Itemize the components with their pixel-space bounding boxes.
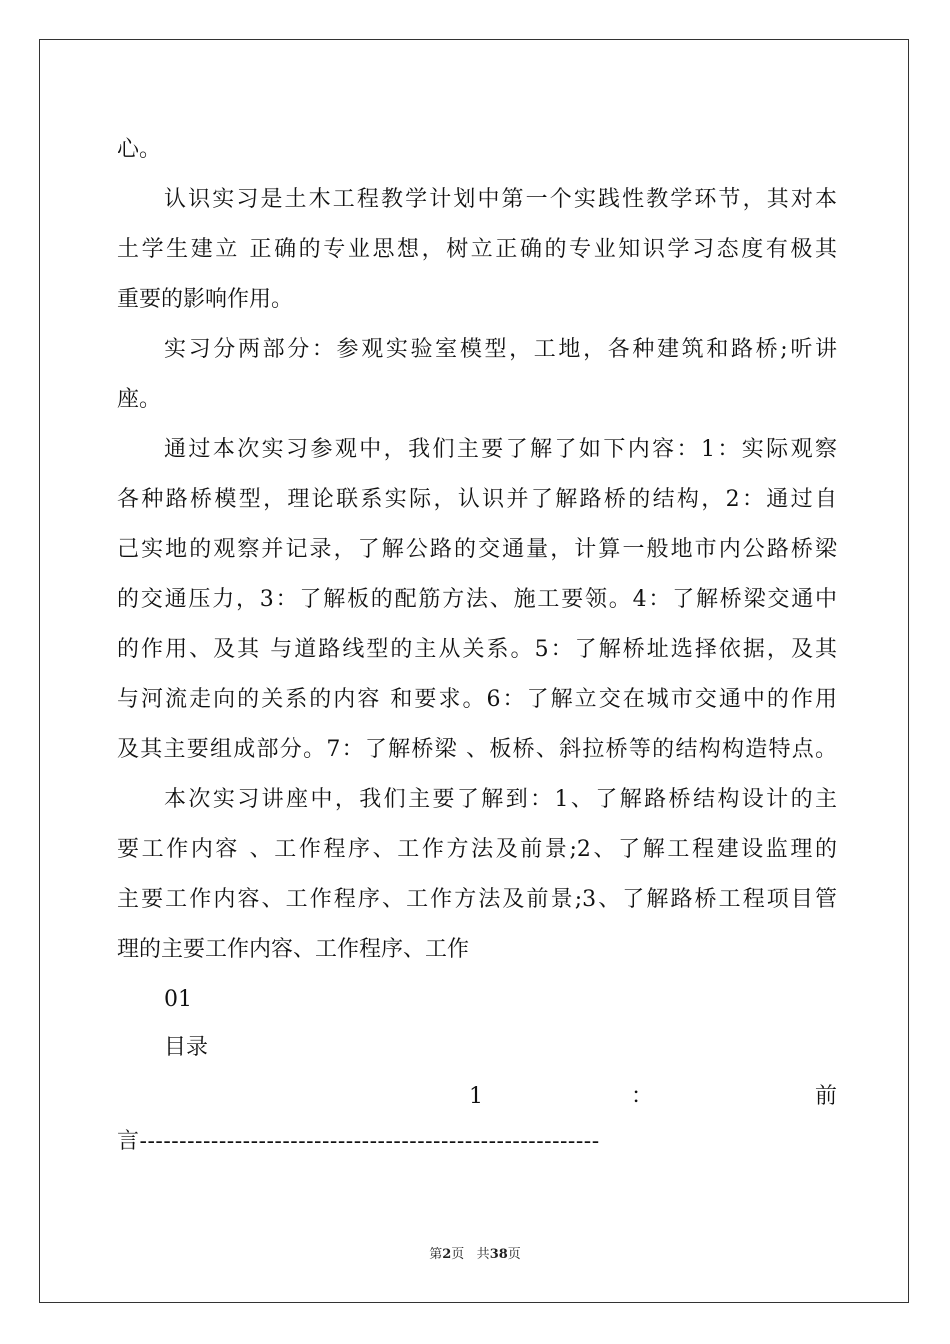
footer-total-unit: 页	[507, 1247, 521, 1262]
text-line: 心。	[117, 137, 162, 162]
toc-leader-dashes: ----------------------------------------------------------	[139, 1129, 600, 1154]
toc-entry-colon: ：	[631, 1084, 654, 1109]
paragraph-line: 重要的影响作用。	[117, 287, 294, 312]
footer-page-prefix: 第	[429, 1247, 443, 1262]
paragraph-line: 与河流走向的关系的内容 和要求。6：了解立交在城市交通中的作用	[117, 687, 837, 712]
paragraph-line: 主要工作内容、工作程序、工作方法及前景;3、了解路桥工程项目管	[117, 887, 837, 912]
paragraph-line: 通过本次实习参观中，我们主要了解了如下内容：1：实际观察	[164, 437, 837, 462]
paragraph-line: 的交通压力，3：了解板的配筋方法、施工要领。4：了解桥梁交通中	[117, 587, 837, 612]
paragraph-line: 理的主要工作内容、工作程序、工作	[117, 937, 470, 962]
footer-page-number: 2	[442, 1247, 452, 1262]
paragraph-line: 各种路桥模型，理论联系实际，认识并了解路桥的结构，2：通过自	[117, 487, 837, 512]
page-footer	[0, 1246, 950, 1264]
toc-heading: 目录	[164, 1035, 209, 1060]
footer-total-prefix: 共	[476, 1247, 490, 1262]
toc-entry-number: 1	[469, 1084, 483, 1109]
paragraph-line: 土学生建立 正确的专业思想，树立正确的专业知识学习态度有极其	[117, 237, 837, 262]
paragraph-line: 座。	[117, 387, 162, 412]
toc-entry-title-end: 言	[117, 1129, 140, 1154]
section-number: 01	[164, 987, 192, 1012]
paragraph-line: 及其主要组成部分。7：了解桥梁 、板桥、斜拉桥等的结构构造特点。	[117, 737, 837, 762]
toc-entry-preface[interactable]	[117, 1082, 837, 1112]
paragraph-line: 本次实习讲座中，我们主要了解到：1、了解路桥结构设计的主	[164, 787, 837, 812]
paragraph-line: 认识实习是土木工程教学计划中第一个实践性教学环节，其对本	[164, 187, 837, 212]
footer-total-pages: 38	[489, 1247, 508, 1262]
paragraph-line: 实习分两部分：参观实验室模型，工地，各种建筑和路桥;听讲	[164, 337, 837, 362]
toc-leader-line	[117, 1127, 837, 1157]
paragraph-line: 己实地的观察并记录，了解公路的交通量，计算一般地市内公路桥梁	[117, 537, 837, 562]
toc-entry-title-start: 前	[815, 1084, 838, 1109]
paragraph-line: 要工作内容 、工作程序、工作方法及前景;2、了解工程建设监理的	[117, 837, 837, 862]
paragraph-line: 的作用、及其 与道路线型的主从关系。5：了解桥址选择依据，及其	[117, 637, 837, 662]
footer-page-unit: 页	[451, 1247, 465, 1262]
page-border	[39, 39, 909, 1303]
